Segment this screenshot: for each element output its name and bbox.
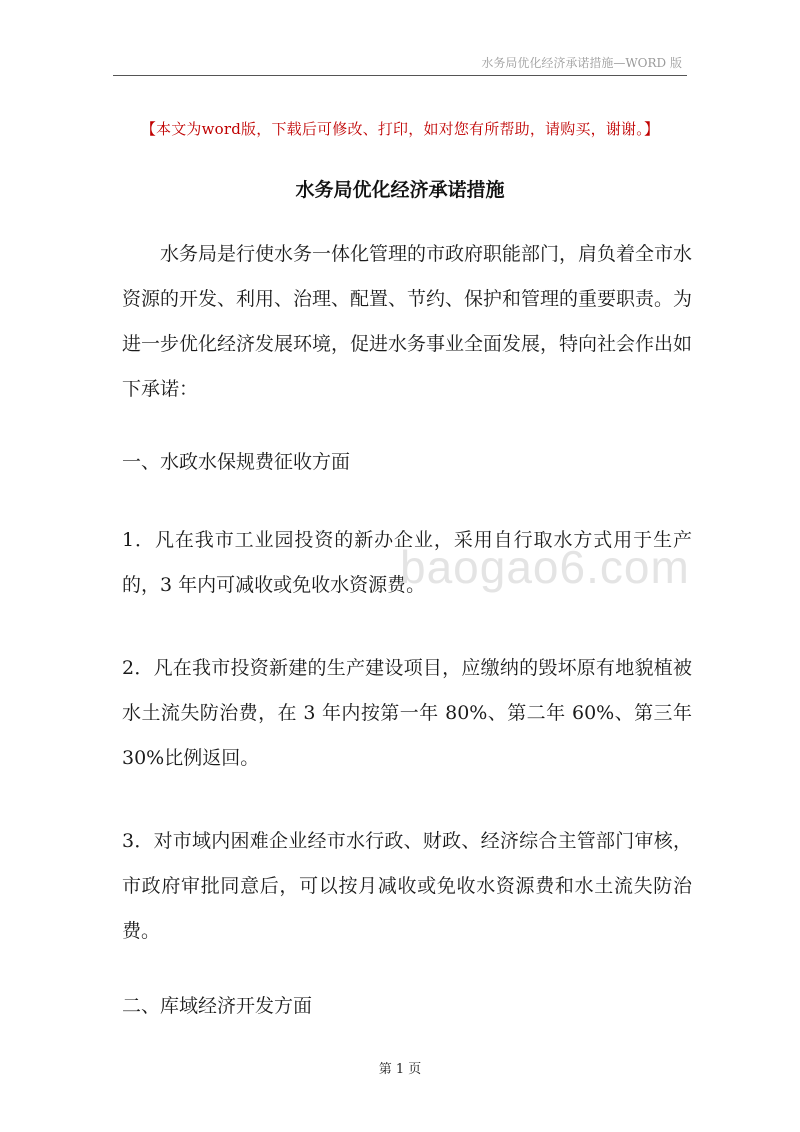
section-heading-2: 二、库域经济开发方面	[122, 995, 313, 1017]
list-item-2: 2．凡在我市投资新建的生产建设项目，应缴纳的毁坏原有地貌植被水土流失防治费，在 3 年内按第一年 80%、第二年 60%、第三年 30%比例返回。	[122, 657, 692, 769]
download-notice: 【本文为word版，下载后可修改、打印，如对您有所帮助，请购买，谢谢。】	[140, 120, 660, 138]
list-item-3: 3．对市域内困难企业经市水行政、财政、经济综合主管部门审核，市政府审批同意后，可以按月减收或免收水资源费和水土流失防治费。	[122, 830, 692, 942]
running-header: 水务局优化经济承诺措施—WORD 版	[481, 56, 682, 70]
page-number: 第 1 页	[378, 1062, 422, 1077]
header-divider	[113, 75, 687, 76]
section-heading-1: 一、水政水保规费征收方面	[122, 451, 351, 473]
intro-paragraph: 水务局是行使水务一体化管理的市政府职能部门，肩负着全市水资源的开发、利用、治理、配置、节约、保护和管理的重要职责。为进一步优化经济发展环境，促进水务事业全面发展，特向社会作出如下承诺：	[122, 243, 693, 400]
document-title: 水务局优化经济承诺措施	[295, 179, 505, 201]
watermark: baogao6.com	[400, 541, 690, 593]
list-item-1: 1．凡在我市工业园投资的新办企业，采用自行取水方式用于生产的，3 年内可减收或免收水资源费。	[122, 529, 692, 596]
